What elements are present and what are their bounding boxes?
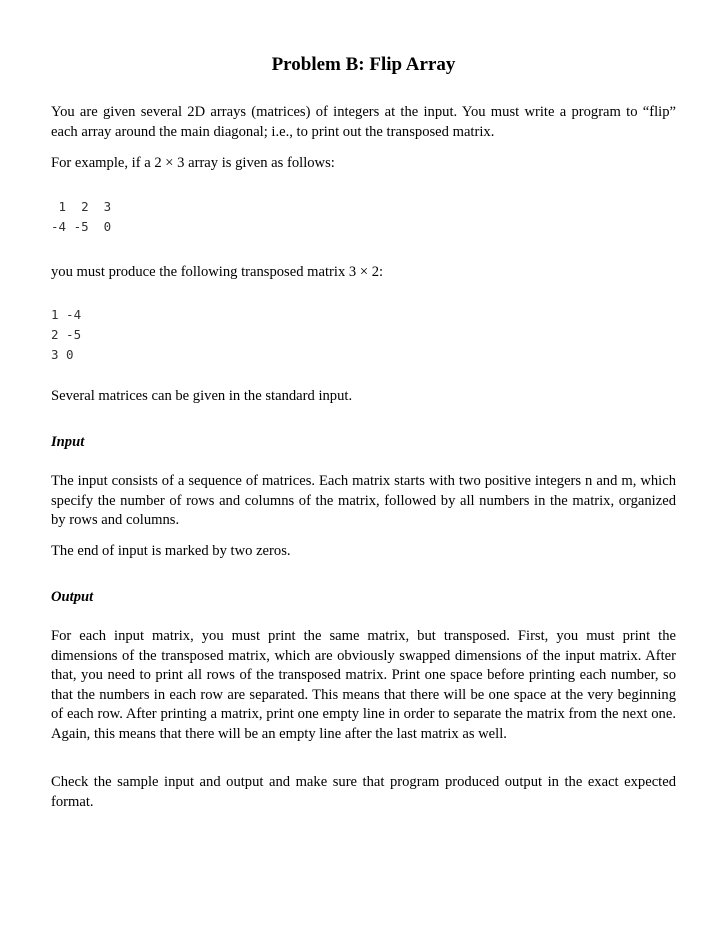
several-matrices-note: Several matrices can be given in the standard input. xyxy=(51,388,353,404)
example-matrix: 1 2 3 -4 -5 0 xyxy=(51,199,112,234)
output-description: For each input matrix, you must print the same matrix, but transposed. First, you must print the dimensions of the transposed matrix, which are obviously swapped dimensions of the input matrix. After that, you need to print all rows of the transposed matrix. Print one space before printing each number, so that the numbers in each row are separated. This means that there will be one space at the very beginning of each row. After printing a matrix, print one empty line in order to separate the matrix from the next one. Again, this means that there will be an empty line after the last matrix as well. xyxy=(51,628,676,742)
intro-paragraph: You are given several 2D arrays (matrices) of integers at the input. You must write a program to “flip” each array around the main diagonal; i.e., to print out the transposed matrix. xyxy=(51,104,676,140)
format-check-note: Check the sample input and output and make sure that program produced output in the exact expected format. xyxy=(51,774,676,810)
input-heading: Input xyxy=(51,434,85,450)
page-title: Problem B: Flip Array xyxy=(271,54,456,75)
output-heading: Output xyxy=(51,589,94,605)
input-description: The input consists of a sequence of matrices. Each matrix starts with two positive integers n and m, which specify the number of rows and columns of the matrix, followed by all numbers in the matrix, organized by rows and columns. xyxy=(51,473,676,528)
result-matrix: 1 -4 2 -5 3 0 xyxy=(51,307,82,362)
example-intro: For example, if a 2 × 3 array is given as follows: xyxy=(51,155,335,171)
input-end-note: The end of input is marked by two zeros. xyxy=(51,543,291,559)
result-intro: you must produce the following transposed matrix 3 × 2: xyxy=(51,264,384,280)
